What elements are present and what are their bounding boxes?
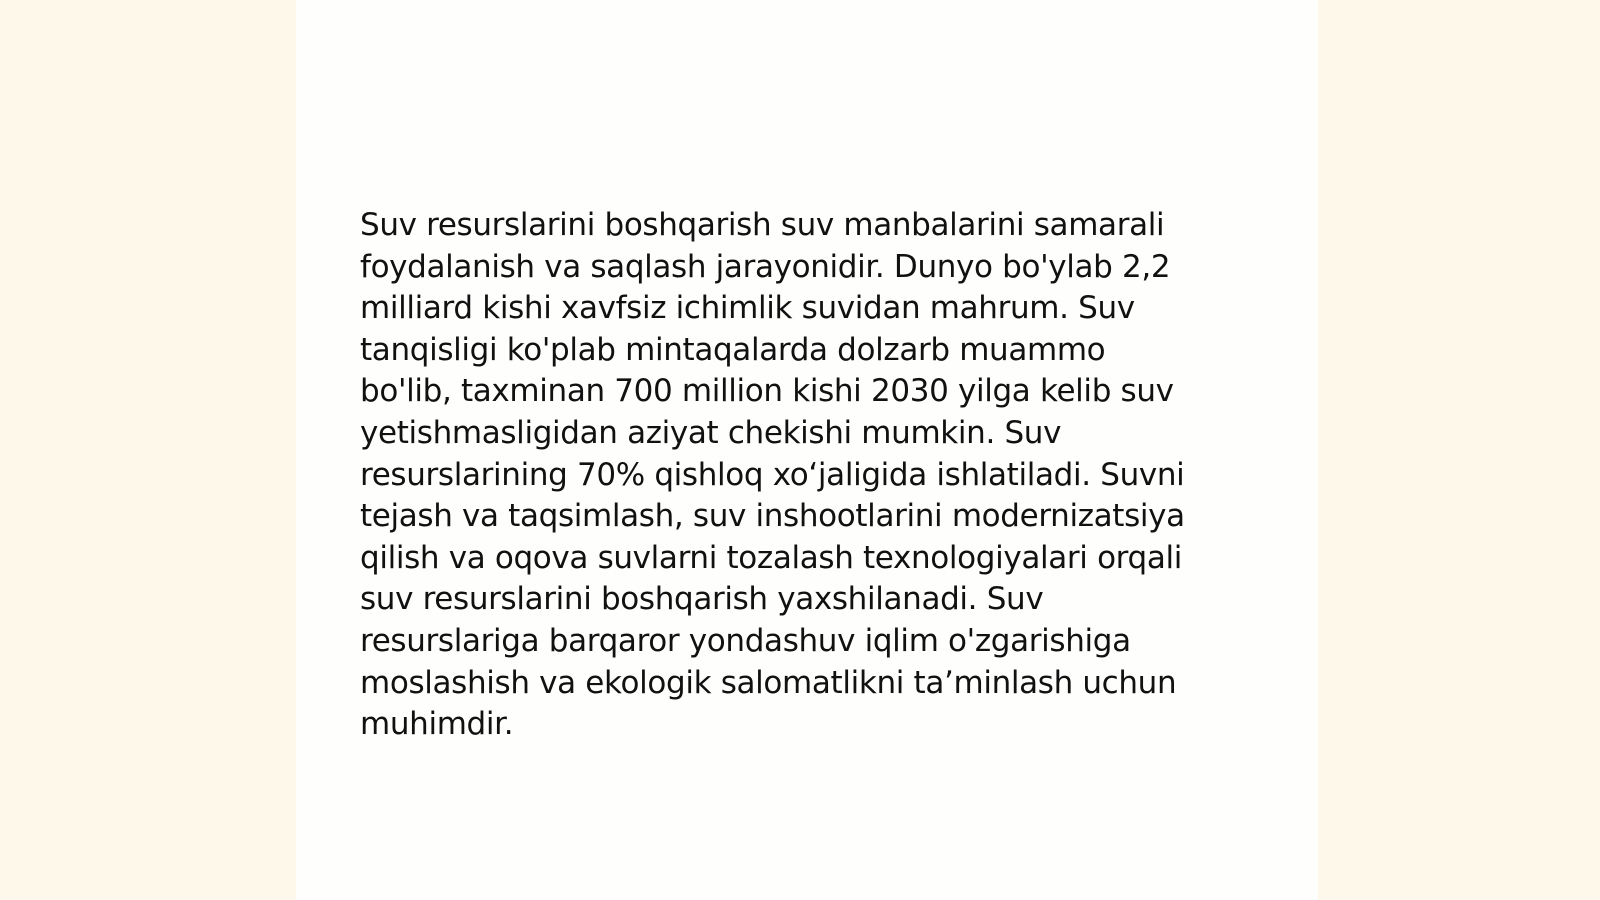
slide-page bbox=[296, 0, 1318, 900]
slide-body-text: Suv resurslarini boshqarish suv manbalarini samarali foydalanish va saqlash jarayonidir. Dunyo bo'ylab 2,2 milliard kishi xavfsiz ichimlik suvidan mahrum. Suv tanqisligi ko'plab mintaqalarda dolzarb muammo bo'lib, taxminan 700 million kishi 2030 yilga kelib suv yetishmasligidan aziyat chekishi mumkin. Suv resurslarining 70% qishloq xo‘jaligida ishlatiladi. Suvni tejash va taqsimlash, suv inshootlarini modernizatsiya qilish va oqova suvlarni tozalash texnologiyalari orqali suv resurslarini boshqarish yaxshilanadi. Suv resurslariga barqaror yondashuv iqlim o'zgarishiga moslashish va ekologik salomatlikni ta’minlash uchun muhimdir. bbox=[360, 207, 1185, 743]
